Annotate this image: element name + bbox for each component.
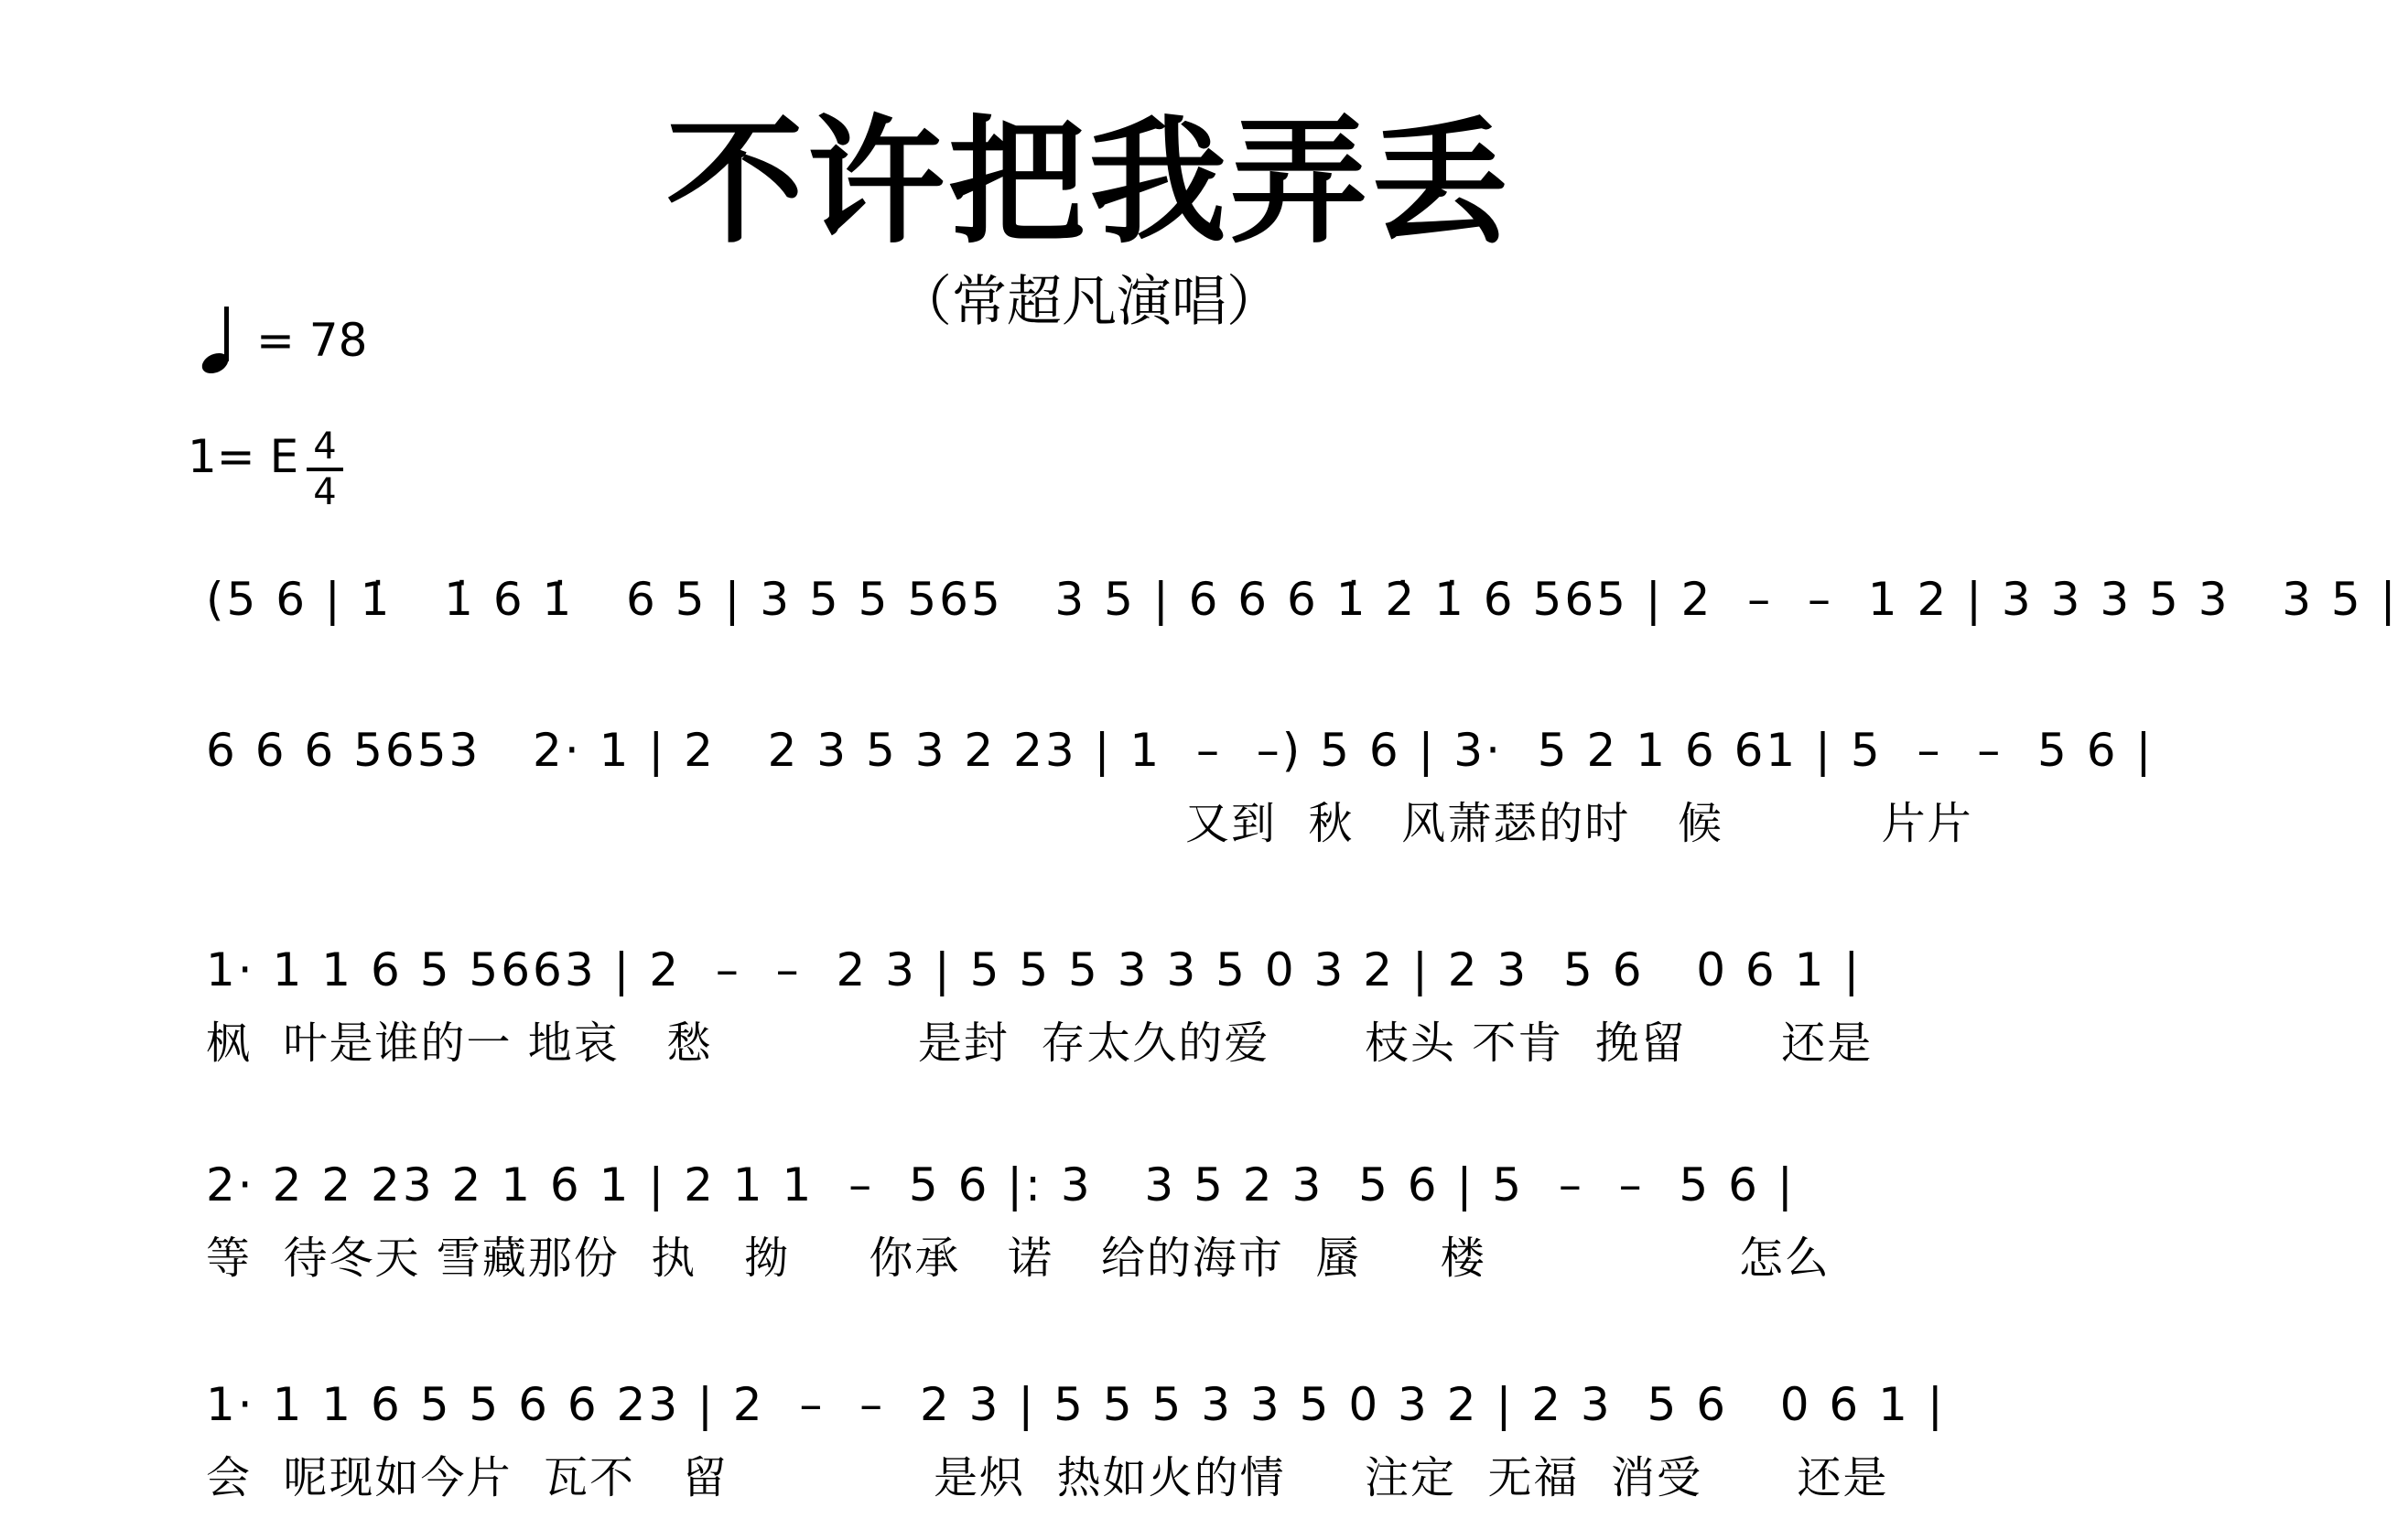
key-signature: 1= E: [188, 430, 299, 483]
notation-line: 2· 2 2 23 2 1 6 1 | 2 1 1 – 5 6 |: 3 3 5 2 3 5 6 | 5 – – 5 6 |: [206, 1158, 1796, 1212]
quarter-note-icon-stem: [224, 307, 229, 361]
time-signature: [307, 425, 343, 513]
time-signature-top: 4: [313, 425, 337, 468]
time-signature-bottom: 4: [313, 471, 337, 513]
notation-line: 1· 1 1 6 5 5663 | 2 – – 2 3 | 5 5 5 3 3 5 0 3 2 | 2 3 5 6 0 6 1 |: [206, 943, 1863, 996]
notation-line: 1· 1 1 6 5 5 6 6 23 | 2 – – 2 3 | 5 5 5 3 3 5 0 3 2 | 2 3 5 6 0 6 1 |: [206, 1378, 1946, 1431]
lyric-line: 等 待冬天 雪藏那份 执 拗 你承 诺 给的海市 蜃 楼 怎么: [206, 1233, 1831, 1284]
song-title: 不许把我弄丢: [665, 103, 1512, 263]
lyric-line: 枫 叶是谁的一 地哀 愁 是封 存太久的爱 枝头 不肯 挽留 还是: [206, 1018, 1874, 1069]
tempo-value: = 78: [256, 314, 368, 367]
notation-line: (5 6 | 1̇ 1̇ 6 1̇ 6 5 | 3 5 5 565 3 5 | 6 6 6 1̇ 2̇ 1̇ 6 565 | 2 – – 1 2 | 3 3 3 5 3 3 5 |: [206, 573, 2398, 626]
notation-line: 6 6 6 5653 2· 1 | 2 2 3 5 3 2 23 | 1 – –) 5 6 | 3· 5 2 1 6 61 | 5 – – 5 6 |: [206, 724, 2155, 777]
lyric-line: 又到 秋 风萧瑟的时 候 片片: [206, 798, 1973, 849]
lyric-line: 会 呢现如今片 瓦不 留 是炽 热如火的情 注定 无福 消受 还是: [206, 1452, 1889, 1503]
lyric-line: [206, 645, 2000, 700]
song-subtitle: （常超凡演唱）: [897, 270, 1281, 334]
